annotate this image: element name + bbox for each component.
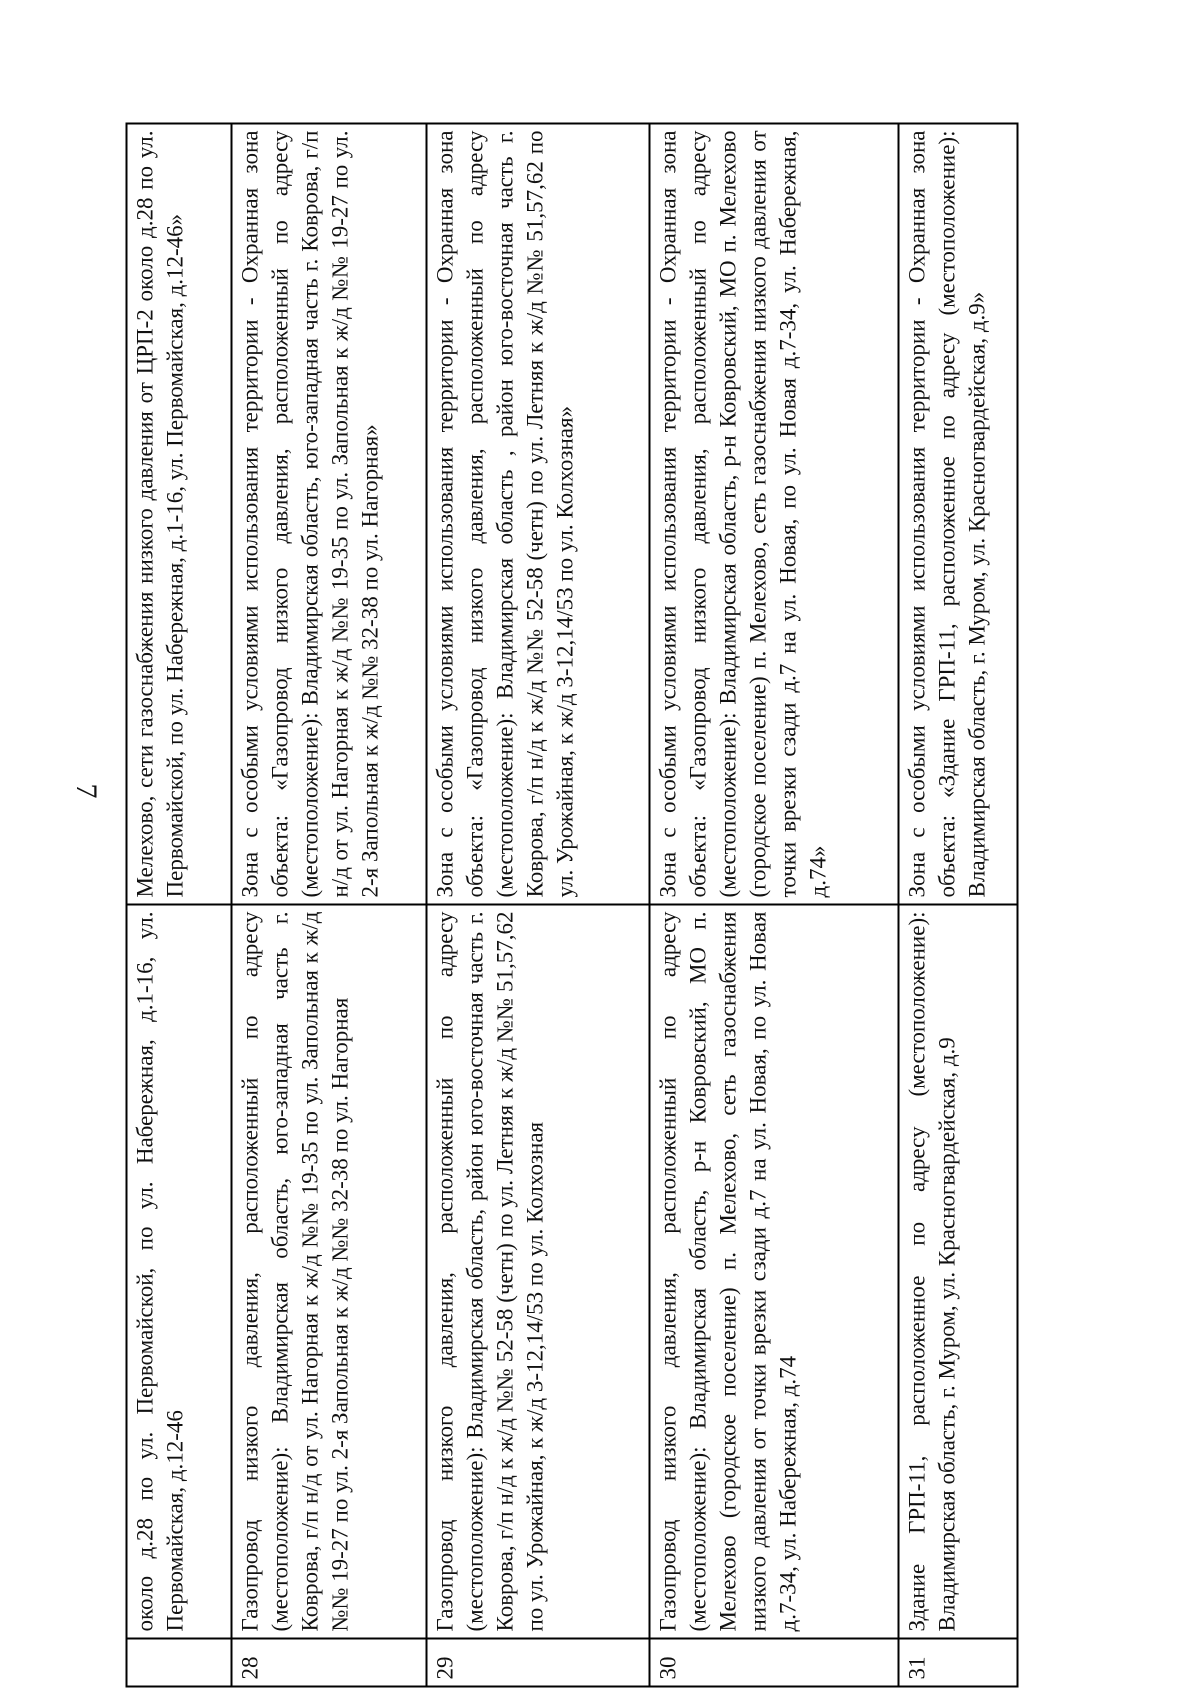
object-description: Газопровод низкого давления, расположенный по адресу (местоположение): Владимирская область, юго-западная часть г. Коврова, г/п н/д от ул. Нагорная к ж/д №№ 19-35 по ул. Запольная к ж/д №№ 19-27 по ул. 2-я Запольная к ж/д №№ 32-38 по ул. Нагорная (232, 905, 427, 1639)
zone-description: Мелехово, сети газоснабжения низкого давления от ЦРП-2 около д.28 по ул. Первомайской, по ул. Набережная, д.1-16, ул. Первомайская, д.12-46» (127, 124, 232, 905)
object-description: около д.28 по ул. Первомайской, по ул. Набережная, д.1-16, ул. Первомайская, д.12-46 (127, 905, 232, 1639)
row-number: 29 (427, 1639, 650, 1687)
row-number: 30 (650, 1639, 899, 1687)
page-number: 7 (70, 783, 103, 799)
row-number (127, 1639, 232, 1687)
table-row (127, 124, 232, 1687)
row-number: 31 (899, 1639, 1018, 1687)
table-row (650, 124, 899, 1687)
table-row (232, 124, 427, 1687)
document-table-wrapper (126, 123, 1126, 1688)
object-description: Газопровод низкого давления, расположенный по адресу (местоположение): Владимирская область, р-н Ковровский, МО п. Мелехово (городское поселение) п. Мелехово, сеть газоснабжения низкого давления от точки врезки сзади д.7 на ул. Новая, по ул. Новая д.7-34, ул. Набережная, д.74 (650, 905, 899, 1639)
row-number: 28 (232, 1639, 427, 1687)
object-description: Газопровод низкого давления, расположенный по адресу (местоположение): Владимирская область, район юго-восточная часть г. Коврова, г/п н/д к ж/д №№ 52-58 (четн) по ул. Летняя к ж/д №№ 51,57,62 по ул. Урожайная, к ж/д 3-12,14/53 по ул. Колхозная (427, 905, 650, 1639)
table-row (427, 124, 650, 1687)
zone-description: Зона с особыми условиями использования территории - Охранная зона объекта: «Газопровод низкого давления, расположенный по адресу (местоположение): Владимирская область, р-н Ковровский, МО п. Мелехово (городское поселение) п. Мелехово, сеть газоснабжения низкого давления от точки врезки сзади д.7 на ул. Новая, по ул. Новая д.7-34, ул. Набережная, д.74» (650, 124, 899, 905)
object-description: Здание ГРП-11, расположенное по адресу (местоположение): Владимирская область, г. Муром, ул. Красногвардейская, д.9 (899, 905, 1018, 1639)
zones-table (126, 123, 1019, 1688)
zone-description: Зона с особыми условиями использования территории - Охранная зона объекта: «Газопровод низкого давления, расположенный по адресу (местоположение): Владимирская область , район юго-восточная часть г. Коврова, г/п н/д к ж/д №№ 52-58 (четн) по ул. Летняя к ж/д №№ 51,57,62 по ул. Урожайная, к ж/д 3-12,14/53 по ул. Колхозная» (427, 124, 650, 905)
table-row (899, 124, 1018, 1687)
zone-description: Зона с особыми условиями использования территории - Охранная зона объекта: «Здание ГРП-11, расположенное по адресу (местоположение): Владимирская область, г. Муром, ул. Красногвардейская, д.9» (899, 124, 1018, 905)
zone-description: Зона с особыми условиями использования территории - Охранная зона объекта: «Газопровод низкого давления, расположенный по адресу (местоположение): Владимирская область, юго-западная часть г. Коврова, г/п н/д от ул. Нагорная к ж/д №№ 19-35 по ул. Запольная к ж/д №№ 19-27 по ул. 2-я Запольная к ж/д №№ 32-38 по ул. Нагорная» (232, 124, 427, 905)
